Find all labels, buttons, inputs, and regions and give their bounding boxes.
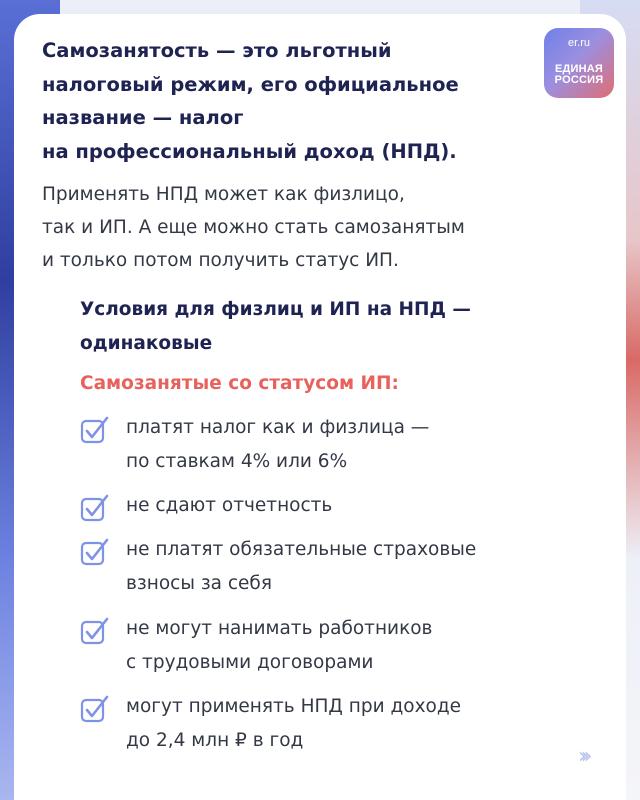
- heading-line: на профессиональный доход (НПД).: [42, 139, 457, 163]
- list-item-line: не могут нанимать работников: [126, 618, 433, 639]
- logo-site: er.ru: [567, 37, 590, 49]
- logo-name-line-1: ЕДИНАЯ: [554, 63, 604, 75]
- subheading-line: одинаковые: [80, 333, 213, 354]
- list-item-text: [126, 411, 556, 479]
- list-item-line: с трудовыми договорами: [126, 652, 374, 673]
- intro-line: и только потом получить статус ИП.: [42, 250, 399, 271]
- edinaya-rossiya-logo: [544, 28, 614, 98]
- checkbox-check-icon: [80, 537, 110, 567]
- list-item-line: по ставкам 4% или 6%: [126, 451, 348, 472]
- logo-name: [544, 64, 614, 86]
- subheading-line: Условия для физлиц и ИП на НПД —: [80, 299, 471, 320]
- checkbox-check-icon: [80, 616, 110, 646]
- list-item-line: не сдают отчетность: [126, 495, 333, 516]
- list-item-text: [126, 612, 556, 680]
- checkbox-check-icon: [80, 493, 110, 523]
- list-item-text: [126, 489, 556, 523]
- list-item-line: до 2,4 млн ₽ в год: [126, 730, 304, 751]
- chevrons-right-icon[interactable]: ›››: [578, 744, 587, 769]
- conditions-heading: [80, 293, 560, 361]
- status-title: Самозанятые со статусом ИП:: [80, 373, 399, 394]
- heading-line: название — налог: [42, 106, 244, 129]
- list-item-text: [126, 533, 556, 601]
- page-heading: [42, 34, 512, 168]
- checkbox-check-icon: [80, 694, 110, 724]
- heading-line: налоговый режим, его официальное: [42, 72, 459, 96]
- list-item-text: [126, 690, 556, 758]
- intro-paragraph: [42, 178, 562, 277]
- intro-line: Применять НПД может как физлицо,: [42, 184, 405, 205]
- list-item-line: взносы за себя: [126, 573, 272, 594]
- checkbox-check-icon: [80, 415, 110, 445]
- list-item-line: не платят обязательные страховые: [126, 539, 477, 560]
- intro-line: так и ИП. А еще можно стать самозанятым: [42, 217, 465, 238]
- list-item-line: платят налог как и физлица —: [126, 417, 430, 438]
- heading-line: Самозанятость — это льготный: [42, 39, 392, 62]
- list-item-line: могут применять НПД при доходе: [126, 696, 462, 717]
- logo-name-line-2: РОССИЯ: [554, 74, 604, 86]
